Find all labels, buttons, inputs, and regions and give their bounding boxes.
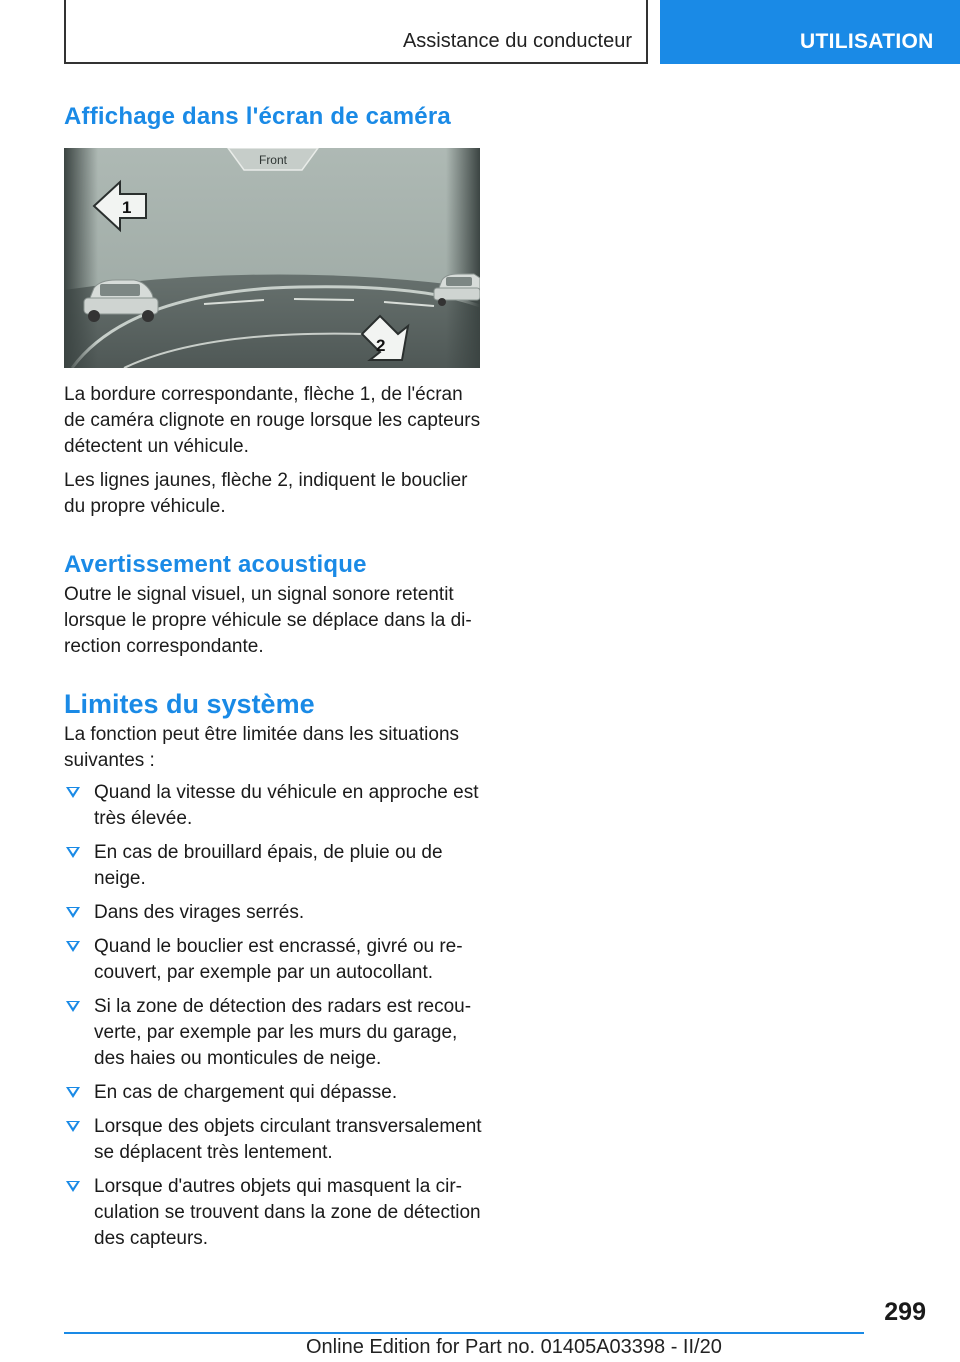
- header-frame: [64, 0, 648, 64]
- camera-paragraph-2: Les lignes jaunes, flèche 2, indiquent le bouclier du propre véhicule.: [64, 470, 468, 517]
- list-item: En cas de brouillard épais, de pluie ou de neige.: [64, 840, 484, 892]
- list-item: Lorsque des objets circulant transversalement se déplacent très lentement.: [64, 1114, 484, 1166]
- svg-text:1: 1: [122, 198, 132, 217]
- camera-display-heading: Affichage dans l'écran de caméra: [64, 103, 451, 130]
- triangle-bullet-icon: [66, 787, 80, 798]
- list-item: Lorsque d'autres objets qui masquent la circulation se trouvent dans la zone de détection des capteurs.: [64, 1174, 484, 1252]
- page-number: 299: [884, 1298, 926, 1326]
- section-title: Assistance du conducteur: [402, 30, 632, 52]
- edition-text: Online Edition for Part no. 01405A03398 - II/20: [306, 1336, 722, 1358]
- list-item: Dans des virages serrés.: [64, 900, 484, 926]
- triangle-bullet-icon: [66, 1181, 80, 1192]
- camera-screen-image: [64, 148, 480, 368]
- triangle-bullet-icon: [66, 1121, 80, 1132]
- list-item: En cas de chargement qui dépasse.: [64, 1080, 484, 1106]
- triangle-bullet-icon: [66, 1087, 80, 1098]
- system-limits-heading: Limites du système: [64, 689, 315, 719]
- svg-text:2: 2: [376, 336, 386, 355]
- triangle-bullet-icon: [66, 907, 80, 918]
- limits-list: [64, 780, 484, 1252]
- triangle-bullet-icon: [66, 847, 80, 858]
- triangle-bullet-icon: [66, 941, 80, 952]
- acoustic-warning-heading: Avertissement acoustique: [64, 551, 367, 578]
- camera-paragraph-1: La bordure correspondante, flèche 1, de l'écran de caméra clignote en rouge lorsque les capteurs détectent un véhicule.: [64, 384, 481, 457]
- list-item: Quand la vitesse du véhicule en approche est très élevée.: [64, 780, 484, 832]
- triangle-bullet-icon: [66, 1001, 80, 1012]
- footer-divider: [64, 1332, 864, 1334]
- list-item: Si la zone de détection des radars est recouverte, par exemple par les murs du garage, des haies ou monticules de neige.: [64, 994, 484, 1072]
- list-item: Quand le bouclier est encrassé, givré ou recouvert, par exemple par un autocollant.: [64, 934, 484, 986]
- front-label: Front: [258, 153, 288, 167]
- system-limits-intro: La fonction peut être limitée dans les situations suivantes :: [64, 724, 460, 771]
- chapter-tab[interactable]: UTILISATION: [660, 0, 960, 64]
- page-content: [64, 100, 484, 1260]
- acoustic-warning-text: Outre le signal visuel, un signal sonore retentit lorsque le propre véhicule se déplace dans la direction correspondante.: [64, 584, 472, 657]
